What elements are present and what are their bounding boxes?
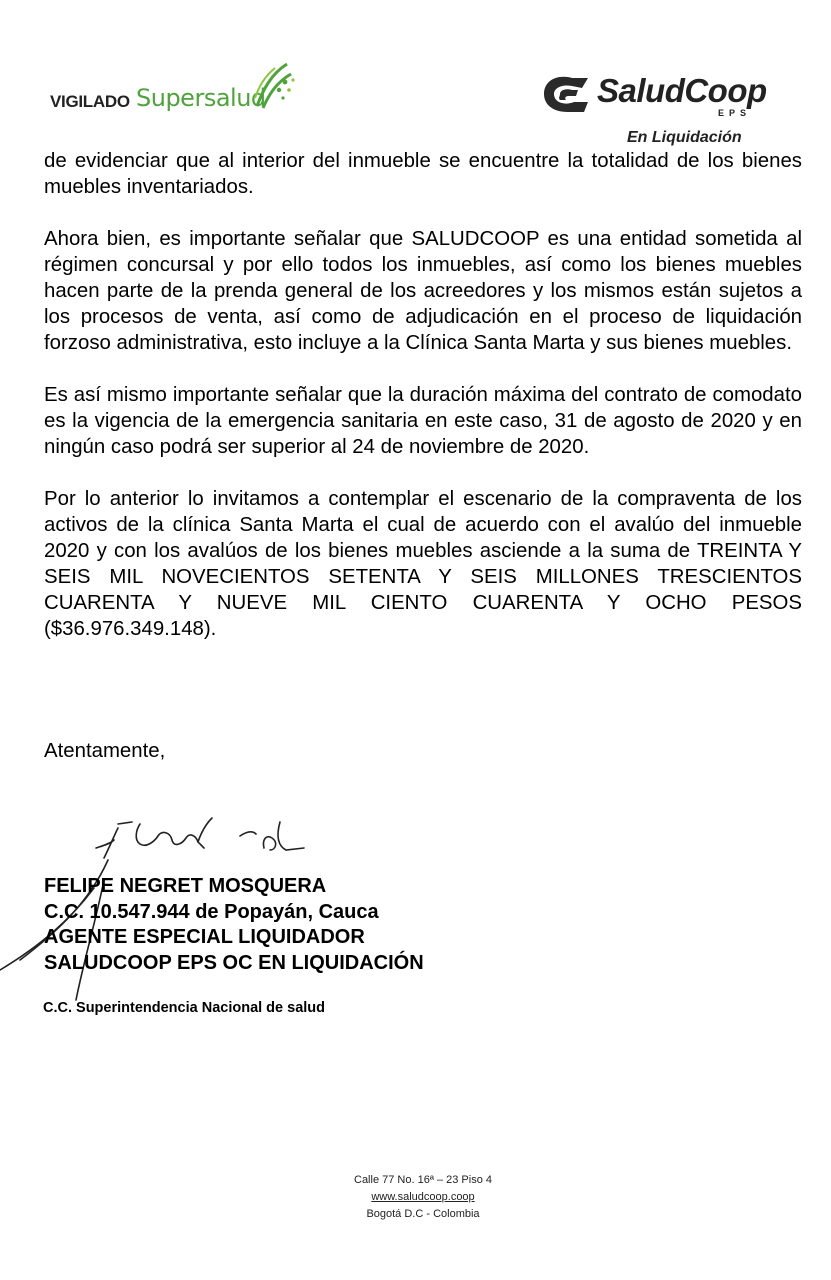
vigilado-label: VIGILADO	[50, 92, 130, 111]
footer-address: Calle 77 No. 16ª – 23 Piso 4	[354, 1174, 492, 1186]
closing: Atentamente,	[44, 740, 166, 762]
footer-city: Bogotá D.C - Colombia	[366, 1208, 480, 1220]
signer-name: FELIPE NEGRET MOSQUERA	[44, 875, 327, 897]
saludcoop-logo-icon	[538, 72, 594, 116]
supersalud-logo-icon	[253, 60, 297, 110]
paragraph-4: Por lo anterior lo invitamos a contemplar el escenario de la compraventa de los activos de la clínica Santa Marta el cual de acuerdo con el avalúo del inmueble 2020 y con los avalúos de los bienes muebles asciende a la suma de TREINTA Y SEIS MIL NOVECIENTOS SETENTA Y SEIS MILLONES TRESCIENTOS CUARENTA Y NUEVE MIL CIENTO CUARENTA Y OCHO PESOS ($36.976.349.148).	[44, 488, 802, 640]
saludcoop-wordmark: SaludCoop	[597, 72, 767, 109]
footer-website-link[interactable]: www.saludcoop.coop	[371, 1191, 475, 1203]
paragraph-3: Es así mismo importante señalar que la duración máxima del contrato de comodato es la vigencia de la emergencia sanitaria en este caso, 31 de agosto de 2020 y en ningún caso podrá ser superior al 24 de noviembre de 2020.	[44, 384, 802, 458]
footer	[0, 1172, 831, 1223]
letterhead	[0, 0, 831, 150]
copy-to-line: C.C. Superintendencia Nacional de salud	[43, 1000, 326, 1016]
eps-label: EPS	[718, 108, 752, 118]
signer-entity: SALUDCOOP EPS OC EN LIQUIDACIÓN	[44, 951, 424, 974]
letter-body	[44, 148, 802, 668]
signature-block	[44, 874, 424, 976]
supersalud-wordmark: Supersalud	[136, 84, 266, 112]
paragraph-1: de evidenciar que al interior del inmueble se encuentre la totalidad de los bienes muebles inventariados.	[44, 150, 802, 198]
en-liquidacion-label: En Liquidación	[627, 129, 742, 146]
paragraph-2: Ahora bien, es importante señalar que SALUDCOOP es una entidad sometida al régimen concursal y por ello todos los inmuebles, así como los bienes muebles hacen parte de la prenda general de los acreedores y los mismos están sujetos a los procesos de venta, así como de adjudicación en el proceso de liquidación forzoso administrativa, esto incluye a la Clínica Santa Marta y sus bienes muebles.	[44, 228, 802, 354]
signer-id: C.C. 10.547.944 de Popayán, Cauca	[44, 900, 379, 923]
signer-title: AGENTE ESPECIAL LIQUIDADOR	[44, 926, 365, 948]
